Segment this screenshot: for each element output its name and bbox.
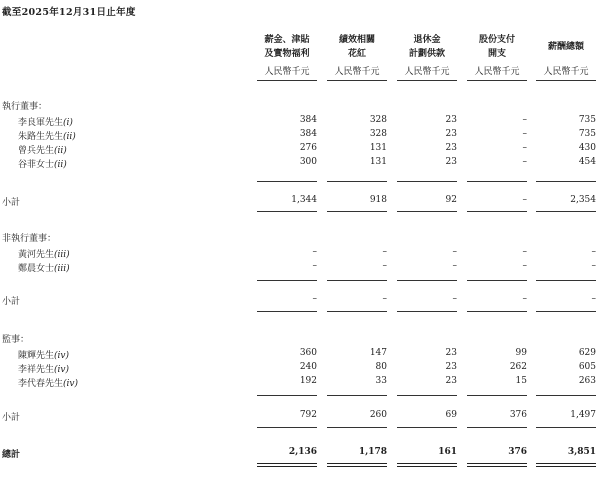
subtotal-rule xyxy=(327,181,387,182)
subtotal-row xyxy=(0,410,600,424)
value-share-payment: – xyxy=(522,247,527,257)
total-double-rule xyxy=(397,466,457,467)
subtotal-total: 1,497 xyxy=(570,410,596,420)
value-pension: 23 xyxy=(445,376,457,386)
col-header-line2: 計劃供款 xyxy=(408,49,445,59)
subtotal-underline xyxy=(257,211,317,212)
subtotal-rule xyxy=(536,181,596,182)
value-bonus: 33 xyxy=(375,376,387,386)
subtotal-underline xyxy=(536,211,596,212)
subtotal-row xyxy=(0,294,600,308)
value-total: 735 xyxy=(578,115,596,125)
subtotal-rule xyxy=(257,395,317,396)
value-bonus: 131 xyxy=(369,157,387,167)
note-ref: (iii) xyxy=(54,264,70,274)
subtotal-rule xyxy=(397,181,457,182)
total-row xyxy=(0,447,600,461)
total-double-rule xyxy=(536,466,596,467)
total-double-rule xyxy=(257,463,317,464)
subtotal-pension: 69 xyxy=(445,410,457,420)
note-ref: (ii) xyxy=(63,132,76,142)
supervisor-name: 李代春先生 xyxy=(18,379,64,389)
table-row xyxy=(0,362,600,376)
subtotal-rule xyxy=(536,395,596,396)
value-pension: 23 xyxy=(445,115,457,125)
col-header-line1: 退休金 xyxy=(413,35,441,45)
subtotal-rule xyxy=(467,181,527,182)
section-heading-supervisors xyxy=(0,332,600,346)
total-bonus: 1,178 xyxy=(358,447,387,457)
supervisor-name: 陳輝先生 xyxy=(18,351,55,361)
section-heading-label: 非執行董事： xyxy=(2,234,57,244)
col-header-share-payment xyxy=(465,33,529,61)
row-label xyxy=(18,247,70,260)
subtotal-rule xyxy=(327,395,387,396)
table-row xyxy=(0,143,600,157)
col-header-salaries xyxy=(255,33,319,61)
total-double-rule xyxy=(397,463,457,464)
table-row xyxy=(0,247,600,261)
note-ref: (i) xyxy=(63,118,73,128)
note-ref: (iv) xyxy=(54,351,70,361)
total-label: 總計 xyxy=(2,450,21,460)
value-bonus: 80 xyxy=(375,362,387,372)
total-pension: 161 xyxy=(438,447,457,457)
row-label xyxy=(18,348,69,361)
director-name: 鄭晨女士 xyxy=(18,264,55,274)
subtotal-rule xyxy=(257,280,317,281)
value-pension: 23 xyxy=(445,348,457,358)
value-pension: 23 xyxy=(445,129,457,139)
subtotal-label: 小計 xyxy=(2,198,21,208)
unit-underline xyxy=(257,80,317,81)
subtotal-share-payment: – xyxy=(522,294,527,304)
note-ref: (iv) xyxy=(54,365,70,375)
value-share-payment: – xyxy=(522,129,527,139)
subtotal-underline xyxy=(397,211,457,212)
subtotal-underline xyxy=(327,427,387,428)
unit-underline xyxy=(536,80,596,81)
value-share-payment: 262 xyxy=(509,362,527,372)
subtotal-underline xyxy=(467,211,527,212)
col-header-line2: 及實物福利 xyxy=(264,49,310,59)
value-salaries: 300 xyxy=(299,157,317,167)
col-header-pension xyxy=(395,33,459,61)
director-name: 朱路生先生 xyxy=(18,132,64,142)
subtotal-bonus: – xyxy=(382,294,387,304)
unit-underline xyxy=(397,80,457,81)
row-label xyxy=(18,143,67,156)
note-ref: (ii) xyxy=(54,146,67,156)
value-pension: – xyxy=(452,261,457,271)
subtotal-salaries: 1,344 xyxy=(291,195,317,205)
total-double-rule xyxy=(467,463,527,464)
value-salaries: 276 xyxy=(299,143,317,153)
col-header-total xyxy=(534,40,598,54)
value-bonus: – xyxy=(382,247,387,257)
value-total: 735 xyxy=(578,129,596,139)
unit-underline xyxy=(327,80,387,81)
subtotal-share-payment: 376 xyxy=(509,410,527,420)
total-double-rule xyxy=(536,463,596,464)
col-header-line1: 薪酬總額 xyxy=(547,42,584,52)
section-heading-executive xyxy=(0,99,600,113)
value-share-payment: – xyxy=(522,261,527,271)
note-ref: (ii) xyxy=(54,160,67,170)
subtotal-underline xyxy=(257,311,317,312)
value-salaries: 384 xyxy=(299,115,317,125)
value-pension: 23 xyxy=(445,157,457,167)
table-row xyxy=(0,348,600,362)
section-heading-label: 監事： xyxy=(2,335,30,345)
total-total: 3,851 xyxy=(567,447,596,457)
value-total: – xyxy=(591,247,596,257)
subtotal-underline xyxy=(327,211,387,212)
subtotal-total: – xyxy=(591,294,596,304)
total-share-payment: 376 xyxy=(508,447,527,457)
value-total: 263 xyxy=(578,376,596,386)
table-row xyxy=(0,261,600,275)
subtotal-underline xyxy=(467,311,527,312)
value-salaries: 192 xyxy=(299,376,317,386)
value-total: 430 xyxy=(578,143,596,153)
table-title: 截至2025年12月31日止年度 xyxy=(2,7,136,18)
subtotal-total: 2,354 xyxy=(570,195,596,205)
table-row xyxy=(0,157,600,171)
subtotal-rule xyxy=(327,280,387,281)
value-salaries: 384 xyxy=(299,129,317,139)
col-unit: 人民幣千元 xyxy=(334,67,380,77)
value-total: 629 xyxy=(578,348,596,358)
value-share-payment: 99 xyxy=(515,348,527,358)
row-label xyxy=(18,157,67,170)
total-double-rule xyxy=(257,466,317,467)
value-share-payment: 15 xyxy=(515,376,527,386)
value-bonus: 328 xyxy=(369,129,387,139)
unit-underline xyxy=(467,80,527,81)
row-label xyxy=(18,261,70,274)
value-bonus: 131 xyxy=(369,143,387,153)
row-label xyxy=(18,362,69,375)
table-row xyxy=(0,376,600,390)
subtotal-rule xyxy=(397,395,457,396)
col-header-line1: 薪金、津貼 xyxy=(264,35,310,45)
total-double-rule xyxy=(327,466,387,467)
value-total: – xyxy=(591,261,596,271)
value-total: 454 xyxy=(578,157,596,167)
value-salaries: – xyxy=(312,261,317,271)
director-name: 谷菲女士 xyxy=(18,160,55,170)
director-name: 李良軍先生 xyxy=(18,118,64,128)
value-share-payment: – xyxy=(522,143,527,153)
value-pension: 23 xyxy=(445,143,457,153)
subtotal-label: 小計 xyxy=(2,297,21,307)
value-salaries: 360 xyxy=(299,348,317,358)
subtotal-underline xyxy=(257,427,317,428)
row-label xyxy=(18,376,78,389)
subtotal-bonus: 260 xyxy=(369,410,387,420)
subtotal-rule xyxy=(467,280,527,281)
section-heading-non-executive xyxy=(0,231,600,245)
subtotal-salaries: 792 xyxy=(299,410,317,420)
supervisor-name: 李祥先生 xyxy=(18,365,55,375)
value-bonus: 147 xyxy=(369,348,387,358)
value-pension: 23 xyxy=(445,362,457,372)
subtotal-rule xyxy=(257,181,317,182)
subtotal-rule xyxy=(397,280,457,281)
col-header-line2: 花紅 xyxy=(347,49,366,59)
subtotal-share-payment: – xyxy=(522,195,527,205)
col-header-line1: 績效相關 xyxy=(338,35,375,45)
subtotal-underline xyxy=(397,427,457,428)
subtotal-underline xyxy=(397,311,457,312)
subtotal-pension: – xyxy=(452,294,457,304)
subtotal-bonus: 918 xyxy=(369,195,387,205)
subtotal-underline xyxy=(536,311,596,312)
director-name: 黃河先生 xyxy=(18,250,55,260)
subtotal-row xyxy=(0,195,600,209)
value-share-payment: – xyxy=(522,157,527,167)
director-name: 曾兵先生 xyxy=(18,146,55,156)
section-heading-label: 執行董事： xyxy=(2,102,48,112)
total-double-rule xyxy=(467,466,527,467)
col-unit: 人民幣千元 xyxy=(404,67,450,77)
value-pension: – xyxy=(452,247,457,257)
value-salaries: 240 xyxy=(299,362,317,372)
value-total: 605 xyxy=(578,362,596,372)
row-label xyxy=(18,115,73,128)
col-header-bonus xyxy=(325,33,389,61)
subtotal-underline xyxy=(536,427,596,428)
value-bonus: 328 xyxy=(369,115,387,125)
subtotal-rule xyxy=(467,395,527,396)
total-double-rule xyxy=(327,463,387,464)
subtotal-underline xyxy=(467,427,527,428)
subtotal-underline xyxy=(327,311,387,312)
subtotal-pension: 92 xyxy=(445,195,457,205)
note-ref: (iii) xyxy=(54,250,70,260)
subtotal-label: 小計 xyxy=(2,413,21,423)
col-unit: 人民幣千元 xyxy=(543,67,589,77)
row-label xyxy=(18,129,76,142)
col-unit: 人民幣千元 xyxy=(264,67,310,77)
total-salaries: 2,136 xyxy=(288,447,317,457)
subtotal-salaries: – xyxy=(312,294,317,304)
col-unit: 人民幣千元 xyxy=(474,67,520,77)
value-bonus: – xyxy=(382,261,387,271)
subtotal-rule xyxy=(536,280,596,281)
table-row xyxy=(0,129,600,143)
col-header-line2: 開支 xyxy=(487,49,506,59)
table-row xyxy=(0,115,600,129)
note-ref: (iv) xyxy=(63,379,79,389)
value-share-payment: – xyxy=(522,115,527,125)
col-header-line1: 股份支付 xyxy=(478,35,515,45)
value-salaries: – xyxy=(312,247,317,257)
